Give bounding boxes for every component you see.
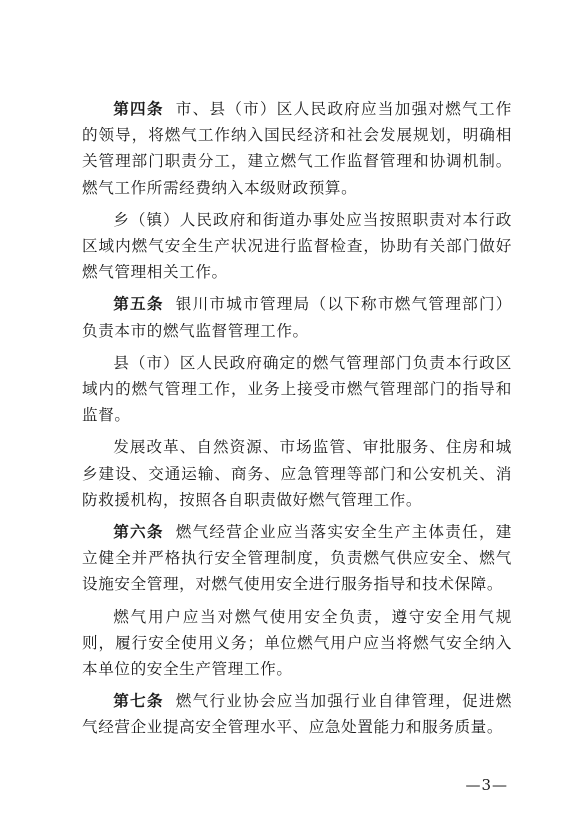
paragraph-article-5-clause-2 — [82, 350, 512, 429]
paragraph-article-7 — [82, 688, 512, 740]
paragraph-text: 县（市）区人民政府确定的燃气管理部门负责本行政区域内的燃气管理工作，业务上接受市燃气管理部门的指导和监督。 — [82, 353, 512, 425]
paragraph-article-6-clause-2 — [82, 604, 512, 683]
paragraph-text: 燃气用户应当对燃气使用安全负责，遵守安全用气规则，履行安全使用义务；单位燃气用户应当将燃气安全纳入本单位的安全生产管理工作。 — [82, 607, 512, 679]
paragraph-text: 燃气行业协会应当加强行业自律管理，促进燃气经营企业提高安全管理水平、应急处置能力和服务质量。 — [82, 692, 512, 737]
paragraph-text: 市、县（市）区人民政府应当加强对燃气工作的领导，将燃气工作纳入国民经济和社会发展规划，明确相关管理部门职责分工，建立燃气工作监督管理和协调机制。燃气工作所需经费纳入本级财政预算。 — [82, 100, 512, 197]
article-label: 第七条 — [113, 692, 164, 711]
paragraph-article-6 — [82, 519, 512, 598]
paragraph-text: 发展改革、自然资源、市场监管、审批服务、住房和城乡建设、交通运输、商务、应急管理等部门和公安机关、消防救援机构，按照各自职责做好燃气管理工作。 — [82, 438, 512, 509]
article-label: 第六条 — [113, 523, 164, 542]
article-label: 第五条 — [113, 295, 164, 314]
paragraph-article-5 — [82, 291, 512, 343]
paragraph-article-4 — [82, 96, 512, 201]
document-body — [82, 96, 512, 747]
paragraph-article-5-clause-3 — [82, 434, 512, 513]
paragraph-text: 银川市城市管理局（以下称市燃气管理部门）负责本市的燃气监督管理工作。 — [82, 295, 512, 340]
article-label: 第四条 — [113, 100, 164, 118]
paragraph-text: 乡（镇）人民政府和街道办事处应当按照职责对本行政区域内燃气安全生产状况进行监督检查，协助有关部门做好燃气管理相关工作。 — [82, 210, 512, 282]
paragraph-article-4-clause-2 — [82, 207, 512, 286]
paragraph-text: 燃气经营企业应当落实安全生产主体责任，建立健全并严格执行安全管理制度，负责燃气供应安全、燃气设施安全管理，对燃气使用安全进行服务指导和技术保障。 — [82, 523, 512, 594]
page-number: —3— — [465, 776, 508, 794]
